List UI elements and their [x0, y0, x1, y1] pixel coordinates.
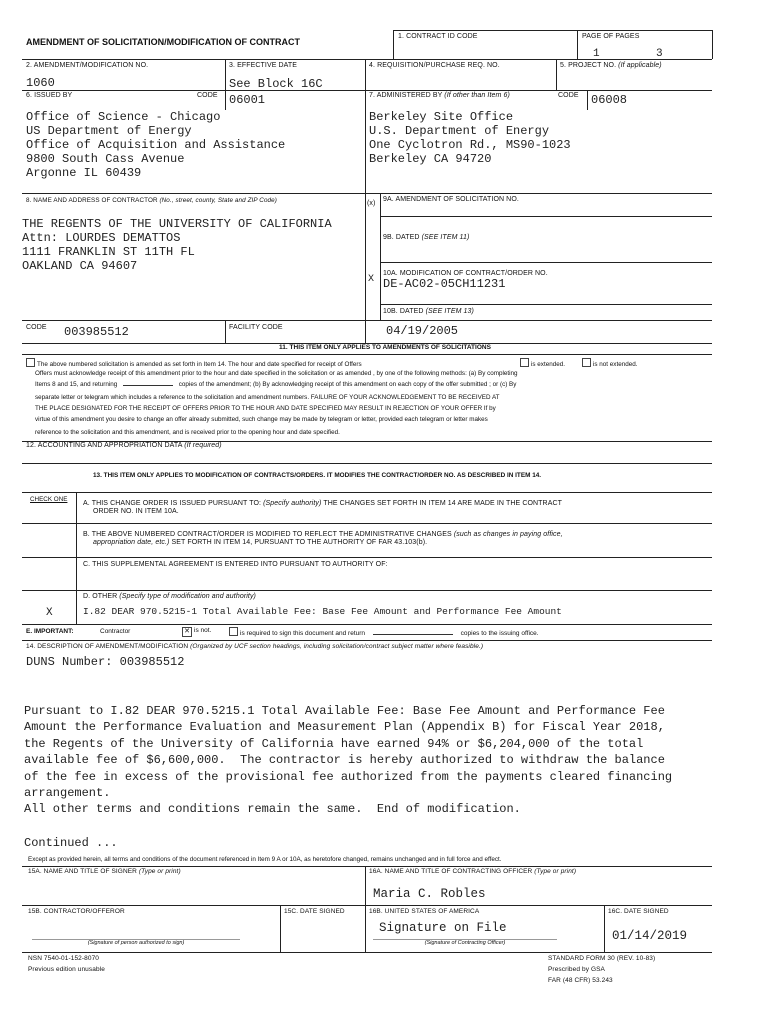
nsn-number: NSN 7540-01-152-8070 — [28, 955, 100, 962]
label-16a-text: 16A. NAME AND TITLE OF CONTRACTING OFFICER — [369, 868, 533, 875]
label-16a — [369, 868, 576, 875]
far-reference: FAR (48 CFR) 53.243 — [548, 977, 613, 984]
item-9a-label: 9A. AMENDMENT OF SOLICITATION NO. — [383, 196, 519, 203]
item-11-line7: reference to the solicitation and this amendment, and is received prior to the opening hour and date specified. — [35, 429, 340, 436]
copies-to-issuing: copies to the issuing office. — [460, 630, 539, 637]
admin-code-label: CODE — [558, 92, 579, 99]
contractor-code-label: CODE — [26, 324, 47, 331]
label-16b: 16B. UNITED STATES OF AMERICA — [369, 908, 480, 915]
not-extended-label: is not extended. — [593, 361, 638, 368]
contractor-label-note: (No., street, county, State and ZIP Code) — [159, 197, 277, 204]
x-column-header: (x) — [367, 200, 376, 207]
item-11-line5: THE PLACE DESIGNATED FOR THE RECEIPT OF OFFERS PRIOR TO THE HOUR AND DATE SPECIFIED MAY RESULT IN REJECTION OF YOUR OFFER If by — [35, 405, 496, 412]
extended-option — [520, 358, 565, 370]
project-no-label-text: 5. PROJECT NO. — [560, 62, 617, 69]
label-15a-note: (Type or print) — [138, 868, 181, 875]
page-number: 1 — [593, 48, 600, 60]
item-10a-mark: X — [368, 274, 375, 285]
project-no-note: (If applicable) — [618, 62, 662, 69]
page-count: 3 — [656, 48, 663, 60]
item-14-note: (Organized by UCF section headings, including solicitation/contract subject matter where feasible.) — [190, 643, 484, 650]
sig-caption-15: (Signature of person authorized to sign) — [87, 940, 185, 946]
important-contractor: Contractor — [100, 628, 131, 635]
signature-on-file: Signature on File — [379, 921, 507, 935]
duns-number: DUNS Number: 003985512 — [26, 655, 185, 669]
option-b-line2 — [93, 539, 427, 546]
prescribed-by: Prescribed by GSA — [548, 966, 605, 973]
previous-edition: Previous edition unusable — [28, 966, 105, 973]
issued-by-label: 6. ISSUED BY — [26, 92, 73, 99]
sig-caption-16: (Signature of Contracting Officer) — [424, 940, 506, 946]
option-d-text: D. OTHER — [83, 593, 118, 600]
issued-code-label: CODE — [197, 92, 218, 99]
requisition-label: 4. REQUISITION/PURCHASE REQ. NO. — [369, 62, 500, 69]
contract-number: DE-AC02-05CH11231 — [383, 277, 506, 291]
extended-checkbox[interactable] — [520, 358, 529, 367]
administrator-address: Berkeley Site Office U.S. Department of Energy One Cyclotron Rd., MS90-1023 Berkeley CA 94720 — [369, 110, 571, 166]
contract-id-label: 1. CONTRACT ID CODE — [398, 33, 478, 40]
is-required-label: is required to sign this document and return — [240, 630, 366, 637]
project-no-label — [560, 62, 662, 69]
issuer-address: Office of Science - Chicago US Department of Energy Office of Acquisition and Assistance 9800 South Cass Avenue Argonne IL 60439 — [26, 110, 286, 180]
is-not-checkbox[interactable]: ✕ — [182, 627, 192, 637]
administered-by-text: 7. ADMINISTERED BY — [369, 92, 443, 99]
accounting-note: (If required) — [184, 442, 222, 449]
is-required-checkbox[interactable] — [229, 627, 238, 636]
option-b-line1 — [83, 531, 563, 538]
solicitation-amended-checkbox[interactable] — [26, 358, 35, 367]
extended-label: is extended. — [531, 361, 565, 368]
dated-10b: 04/19/2005 — [386, 324, 459, 338]
continued-note: Continued ... — [24, 836, 118, 850]
item-11-title: 11. THIS ITEM ONLY APPLIES TO AMENDMENTS OF SOLICITATIONS — [279, 344, 491, 351]
is-not-label: is not. — [194, 627, 212, 634]
item-11-line4: separate letter or telegram which includes a reference to the solicitation and amendment numbers. FAILURE OF YOUR ACKNOWLEDGEMENT TO BE RECEIVED AT — [35, 394, 500, 401]
item-11-line2: Offers must acknowledge receipt of this amendment prior to the hour and date specified in the solicitation or as amended , by one of the following methods: (a) By completing — [35, 370, 518, 377]
item-11-line1-text: The above numbered solicitation is amended as set forth in Item 14. The hour and date specified for receipt of Offers — [37, 361, 362, 368]
option-d-note: (Specify type of modification and authority) — [119, 593, 256, 600]
amendment-no-label: 2. AMENDMENT/MODIFICATION NO. — [26, 62, 149, 69]
contractor-code: 003985512 — [64, 325, 129, 339]
standard-form: STANDARD FORM 30 (REV. 10-83) — [548, 955, 656, 962]
option-d-mark: X — [46, 607, 53, 619]
item-14-text: 14. DESCRIPTION OF AMENDMENT/MODIFICATION — [26, 643, 189, 650]
is-not-option — [182, 627, 211, 637]
admin-code: 06008 — [591, 93, 628, 107]
page-label: PAGE — [582, 33, 602, 40]
item-9b-text: 9B. DATED — [383, 234, 420, 241]
item-11-line6: virtue of this amendment you desire to change an offer already submitted, such change may be made by telegram or letter, provided each telegram or letter makes — [35, 416, 488, 423]
facility-code-label: FACILITY CODE — [229, 324, 283, 331]
contractor-address: THE REGENTS OF THE UNIVERSITY OF CALIFORNIA Attn: LOURDES DEMATTOS 1111 FRANKLIN ST 11TH FL OAKLAND CA 94607 — [22, 217, 332, 273]
item-11-line3a: Items 8 and 15, and returning — [35, 381, 118, 388]
label-16a-note: (Type or print) — [534, 868, 577, 875]
return-copies-field[interactable] — [373, 634, 453, 635]
amendment-no: 1060 — [26, 76, 55, 90]
option-a-line2: ORDER NO. IN ITEM 10A. — [93, 508, 179, 515]
not-extended-option — [582, 358, 637, 370]
item-11-line3b: copies of the amendment; (b) By acknowledging receipt of this amendment on each copy of the offer submitted ; or (c) By — [178, 381, 517, 388]
item-9b-note: (SEE ITEM 11) — [421, 234, 470, 241]
option-d-line — [83, 593, 256, 600]
contractor-label — [26, 197, 277, 204]
option-b-text2: SET FORTH IN ITEM 14, PURSUANT TO THE AUTHORITY OF FAR 43.103(b). — [171, 539, 428, 546]
option-d-value: I.82 DEAR 970.5215-1 Total Available Fee: Base Fee Amount and Performance Fee Amount — [83, 606, 562, 617]
is-required-option — [229, 627, 539, 637]
accounting-label-text: 12. ACCOUNTING AND APPROPRIATION DATA — [26, 442, 183, 449]
administered-by-label — [369, 92, 510, 99]
option-c-line: C. THIS SUPPLEMENTAL AGREEMENT IS ENTERED INTO PURSUANT TO AUTHORITY OF: — [83, 561, 388, 568]
option-a-note: (Specify authority) — [263, 500, 322, 507]
label-15a — [28, 868, 181, 875]
option-a-text: A. THIS CHANGE ORDER IS ISSUED PURSUANT TO: — [83, 500, 262, 507]
item-13-title: 13. THIS ITEM ONLY APPLIES TO MODIFICATION OF CONTRACTS/ORDERS. IT MODIFIES THE CONTRACT/ORDER NO. AS DESCRIBED IN ITEM 14. — [93, 472, 542, 479]
item-10b-label — [383, 308, 474, 315]
modification-description: Pursuant to I.82 DEAR 970.5215.1 Total Available Fee: Base Fee Amount and Performance Fee Amount the Performance Evaluation and Measurement Plan (Appendix B) for Fiscal Year 2018, the Regents of the University of California have earned 94% or $6,204,000 of the total available fee of $6,600,000. The contractor is hereby authorized to withdraw the balance of the fee in excess of the provisional fee authorized from the payments cleared financing arrangement. All other terms and conditions remain the same. End of modification. — [24, 704, 673, 817]
effective-date: See Block 16C — [229, 77, 323, 91]
option-a-text2: THE CHANGES SET FORTH IN ITEM 14 ARE MADE IN THE CONTRACT — [323, 500, 563, 507]
option-a-line1 — [83, 500, 562, 507]
important-label: E. IMPORTANT: — [26, 628, 74, 635]
item-9b-label — [383, 234, 469, 241]
item-10b-text: 10B. DATED — [383, 308, 424, 315]
date-signed-16c: 01/14/2019 — [612, 929, 688, 943]
option-b-note: (such as changes in paying office, — [453, 531, 563, 538]
check-one-label: CHECK ONE — [30, 496, 68, 503]
item-11-line3 — [35, 380, 516, 390]
page-label-group — [582, 33, 639, 40]
except-text: Except as provided herein, all terms and conditions of the document referenced in Item 9 A or 10A, as heretofore changed, remains unchanged and in full force and effect. — [28, 856, 502, 863]
item-14-label — [26, 643, 483, 650]
of-label: OF — [603, 33, 614, 40]
issued-code: 06001 — [229, 93, 266, 107]
form-title: AMENDMENT OF SOLICITATION/MODIFICATION OF CONTRACT — [26, 37, 300, 47]
effective-date-label: 3. EFFECTIVE DATE — [229, 62, 298, 69]
contractor-label-text: 8. NAME AND ADDRESS OF CONTRACTOR — [26, 197, 158, 204]
copies-count-field[interactable] — [123, 385, 173, 386]
label-15c: 15C. DATE SIGNED — [284, 908, 345, 915]
pages-label: PAGES — [615, 33, 640, 40]
option-b-text: B. THE ABOVE NUMBERED CONTRACT/ORDER IS MODIFIED TO REFLECT THE ADMINISTRATIVE CHANGES — [83, 531, 452, 538]
administered-by-note: (If other than Item 6) — [444, 92, 510, 99]
label-16c: 16C. DATE SIGNED — [608, 908, 669, 915]
label-15b: 15B. CONTRACTOR/OFFEROR — [28, 908, 125, 915]
accounting-label — [26, 442, 222, 449]
contracting-officer-name: Maria C. Robles — [373, 887, 486, 901]
item-10b-note: (SEE ITEM 13) — [425, 308, 474, 315]
option-b-note2: appropriation date, etc.) — [93, 539, 170, 546]
not-extended-checkbox[interactable] — [582, 358, 591, 367]
label-15a-text: 15A. NAME AND TITLE OF SIGNER — [28, 868, 137, 875]
item-10a-label: 10A. MODIFICATION OF CONTRACT/ORDER NO. — [383, 270, 548, 277]
